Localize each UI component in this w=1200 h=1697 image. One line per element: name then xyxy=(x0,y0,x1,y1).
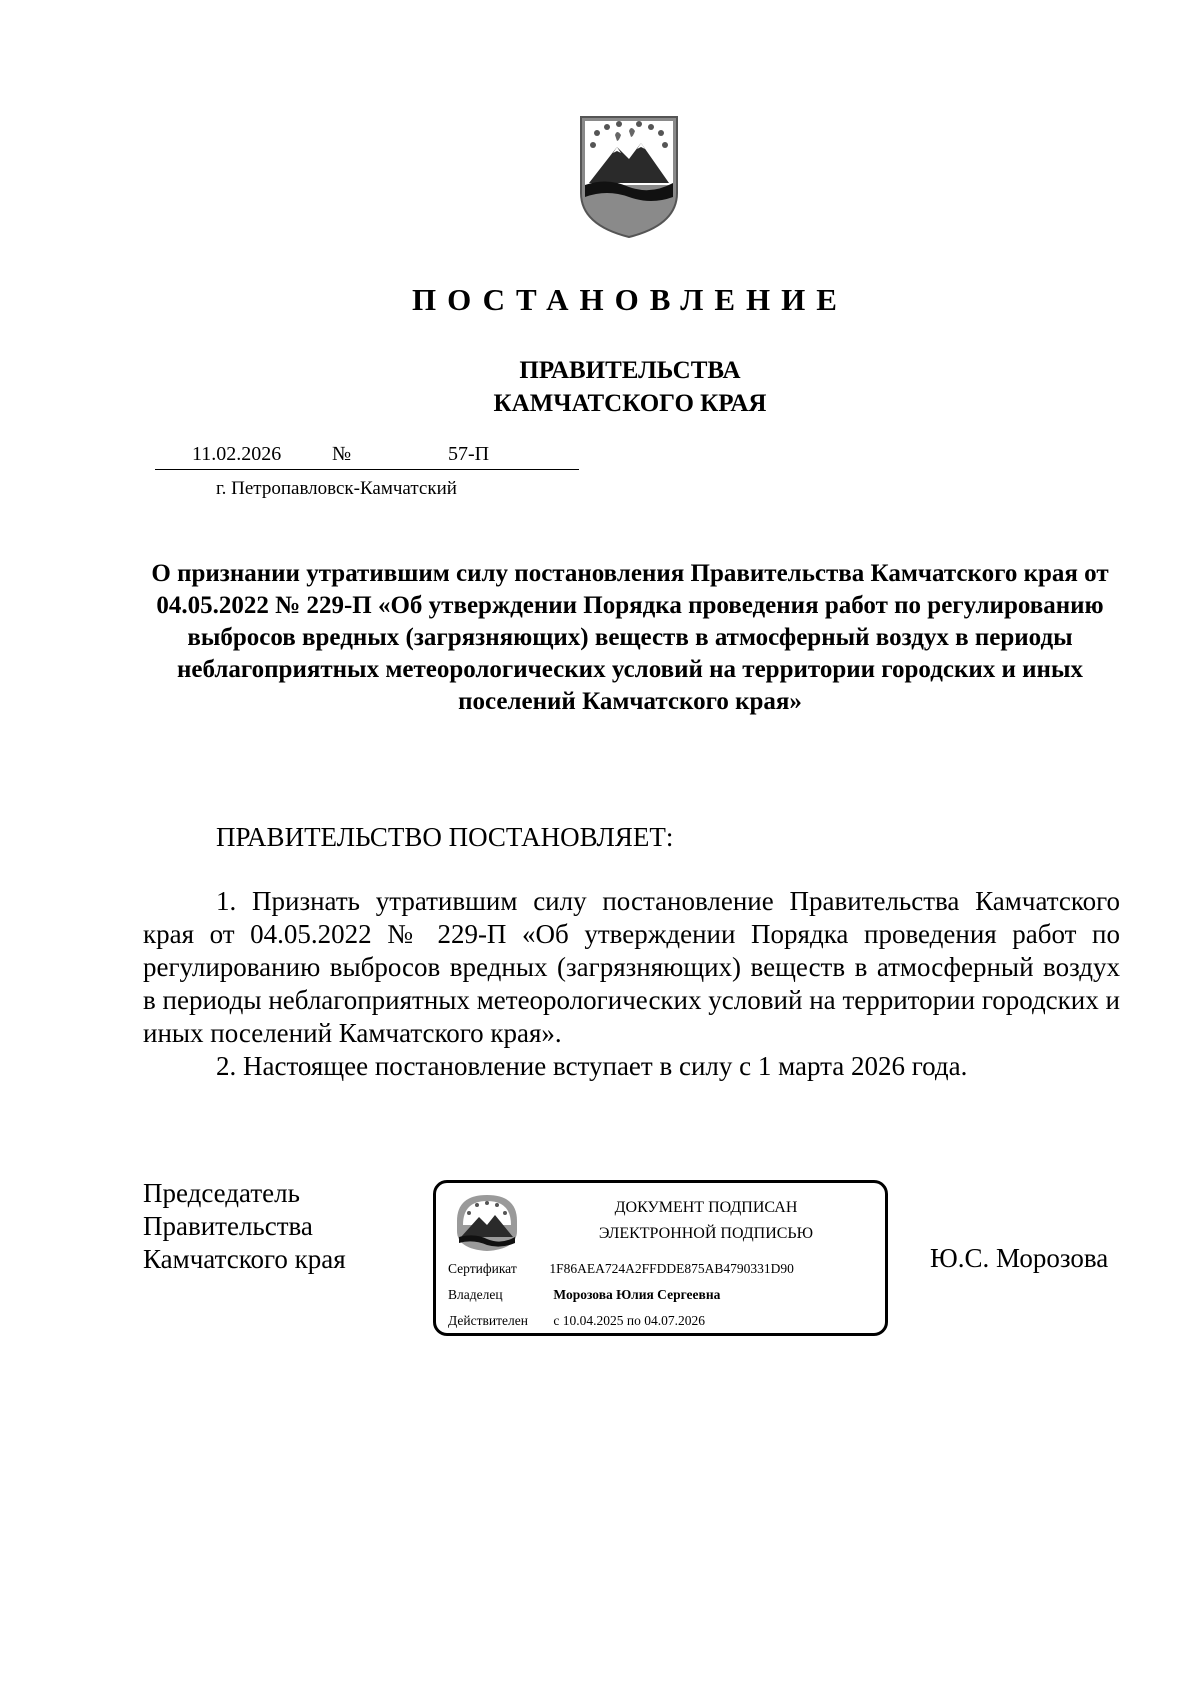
certificate-value: 1F86AEA724A2FFDDE875AB4790331D90 xyxy=(549,1261,794,1276)
decree-phrase: ПРАВИТЕЛЬСТВО ПОСТАНОВЛЯЕТ: xyxy=(216,822,674,852)
registration-line xyxy=(155,443,579,470)
signer-position-line-1: Председатель xyxy=(143,1178,300,1208)
document-title: О признании утратившим силу постановления Правительства Камчатского края от 04.05.2022 № 229-П «Об утверждении Порядка проведения работ по регулированию выбросов вредных (загрязняющих) веществ в атмосферный воздух в периоды неблагоприятных метеорологических условий на территории городских и иных поселений Камчатского края» xyxy=(151,560,1109,715)
validity-label: Действителен xyxy=(448,1313,528,1328)
signer-position-line-3: Камчатского края xyxy=(143,1244,346,1274)
certificate-label: Сертификат xyxy=(448,1261,517,1276)
authority-line-1: ПРАВИТЕЛЬСТВА xyxy=(519,357,741,384)
owner-row xyxy=(448,1287,720,1303)
validity-row xyxy=(448,1313,705,1329)
issuing-authority xyxy=(0,354,1200,420)
authority-line-2: КАМЧАТСКОГО КРАЯ xyxy=(493,390,767,417)
signer-position-line-2: Правительства xyxy=(143,1211,313,1241)
document-date: 11.02.2026 xyxy=(192,443,282,465)
stamp-heading xyxy=(536,1195,876,1247)
paragraph-2: 2. Настоящее постановление вступает в силу с 1 марта 2026 года. xyxy=(216,1051,968,1081)
document-number: 57-П xyxy=(448,443,490,465)
paragraph-1: 1. Признать утратившим силу постановление Правительства Камчатского края от 04.05.2022 № 229-П «Об утверждении Порядка проведения работ по регулированию выбросов вредных (загрязняющих) веществ в атмосферный воздух в периоды неблагоприятных метеорологических условий на территории городских и иных поселений Камчатского края». xyxy=(143,886,1120,1048)
electronic-signature-stamp xyxy=(433,1180,888,1336)
kamchatka-coat-of-arms-icon xyxy=(453,1191,521,1253)
kamchatka-coat-of-arms-icon xyxy=(577,113,681,240)
city: г. Петропавловск-Камчатский xyxy=(216,478,457,499)
document-type: ПОСТАНОВЛЕНИЕ xyxy=(412,282,848,317)
document-body xyxy=(143,885,1120,1083)
signer-position xyxy=(143,1177,346,1276)
number-sign: № xyxy=(332,443,352,465)
certificate-row xyxy=(448,1261,794,1277)
signer-name: Ю.С. Морозова xyxy=(930,1243,1109,1273)
owner-label: Владелец xyxy=(448,1287,503,1302)
owner-value: Морозова Юлия Сергеевна xyxy=(553,1287,721,1302)
validity-value: с 10.04.2025 по 04.07.2026 xyxy=(553,1313,705,1328)
stamp-heading-line-2: ЭЛЕКТРОННОЙ ПОДПИСЬЮ xyxy=(598,1225,814,1242)
stamp-heading-line-1: ДОКУМЕНТ ПОДПИСАН xyxy=(614,1199,798,1216)
